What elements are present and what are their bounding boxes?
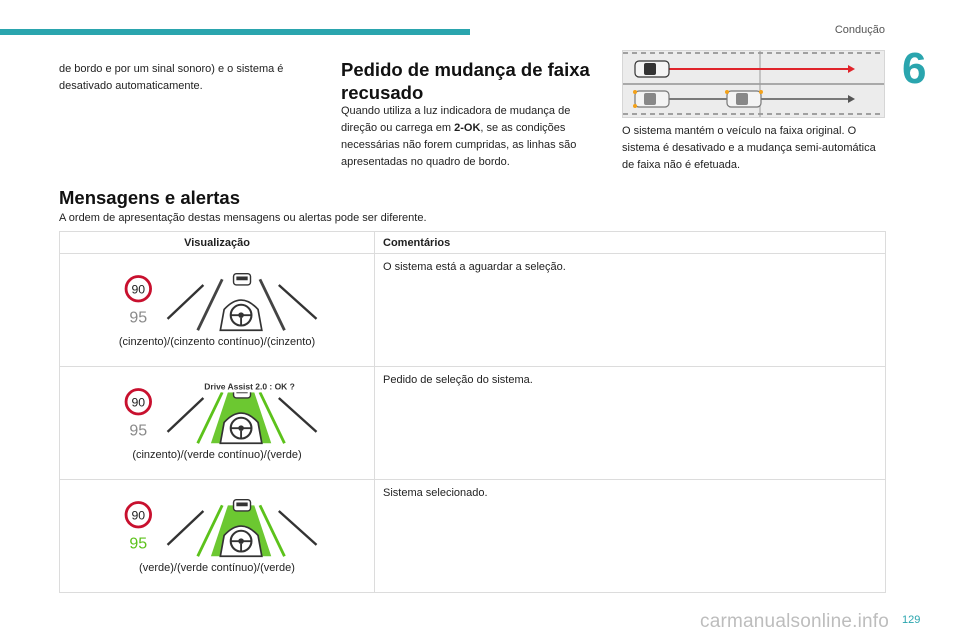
front-car-icon (234, 500, 251, 511)
body-line: necessárias não forem cumpridas, as linhas são (341, 139, 577, 151)
car-icon (725, 90, 763, 107)
visualizacao-caption: (verde)/(verde contínuo)/(verde) (139, 562, 295, 574)
visualizacao-caption: (cinzento)/(cinzento contínuo)/(cinzento) (118, 336, 316, 348)
table-row (60, 254, 886, 367)
body-line: direção ou carrega em 2-OK, se as condições (341, 122, 566, 134)
caption-line: O sistema mantém o veículo na faixa original. O (622, 125, 857, 137)
outer-line-right (279, 398, 317, 432)
speed-limit-value: 90 (131, 282, 146, 297)
watermark: carmanualsonline.info (700, 611, 890, 632)
messages-table (59, 231, 886, 593)
title-line: Pedido de mudança de faixa (341, 59, 590, 80)
comentario-cell: O sistema está a aguardar a seleção. (375, 254, 886, 367)
chapter-number: 6 (902, 44, 927, 93)
title-line: recusado (341, 82, 424, 103)
outer-line-left (168, 511, 204, 545)
outer-line-left (168, 285, 204, 319)
key-2ok: 2-OK (454, 122, 481, 134)
caption-line: sistema é desativado e a mudança semi-automática (622, 142, 876, 154)
outer-line-left (168, 398, 204, 432)
outer-line-right (279, 511, 317, 545)
front-car-icon (234, 274, 251, 285)
vehicle-speed-value: 95 (129, 534, 148, 553)
speed-limit-value: 90 (131, 508, 146, 523)
section-name: Condução (834, 24, 885, 36)
banner-text: Drive Assist 2.0 : OK ? (204, 381, 295, 392)
col1-line: de bordo e por um sinal sonoro) e o sistema é (59, 63, 284, 75)
vehicle-speed-value: 95 (129, 308, 148, 327)
col-header-visualizacao: Visualização (60, 232, 375, 254)
cluster-display (116, 268, 336, 334)
comentario-cell: Pedido de seleção do sistema. (375, 367, 886, 480)
messages-title: Mensagens e alertas (59, 187, 240, 208)
lane-change-body (341, 103, 611, 171)
body-line: Quando utiliza a luz indicadora de mudança de (341, 105, 571, 117)
body-line: apresentadas no quadro de bordo. (341, 156, 510, 168)
header-accent-bar (0, 29, 470, 35)
col1-text (59, 61, 329, 95)
figure-caption (622, 123, 892, 174)
visualizacao-cell (60, 254, 375, 367)
caption-line: de faixa não é efetuada. (622, 159, 741, 171)
cluster-display (116, 494, 336, 560)
messages-intro: A ordem de apresentação destas mensagens ou alertas pode ser diferente. (59, 212, 427, 224)
page-number: 129 (902, 614, 921, 626)
table-header-row (60, 232, 886, 254)
table-row (60, 367, 886, 480)
visualizacao-caption: (cinzento)/(verde contínuo)/(verde) (132, 449, 302, 461)
speed-limit-value: 90 (131, 395, 146, 410)
visualizacao-cell (60, 367, 375, 480)
vehicle-speed-value: 95 (129, 421, 148, 440)
outer-line-right (279, 285, 317, 319)
car-icon (633, 90, 669, 108)
lane-change-title (341, 58, 611, 104)
car-icon (635, 61, 669, 77)
visualizacao-cell (60, 480, 375, 593)
col1-line: desativado automaticamente. (59, 80, 203, 92)
lane-change-illustration (622, 50, 885, 118)
col-header-comentarios: Comentários (375, 232, 886, 254)
comentario-cell: Sistema selecionado. (375, 480, 886, 593)
cluster-display (116, 381, 336, 447)
table-row (60, 480, 886, 593)
